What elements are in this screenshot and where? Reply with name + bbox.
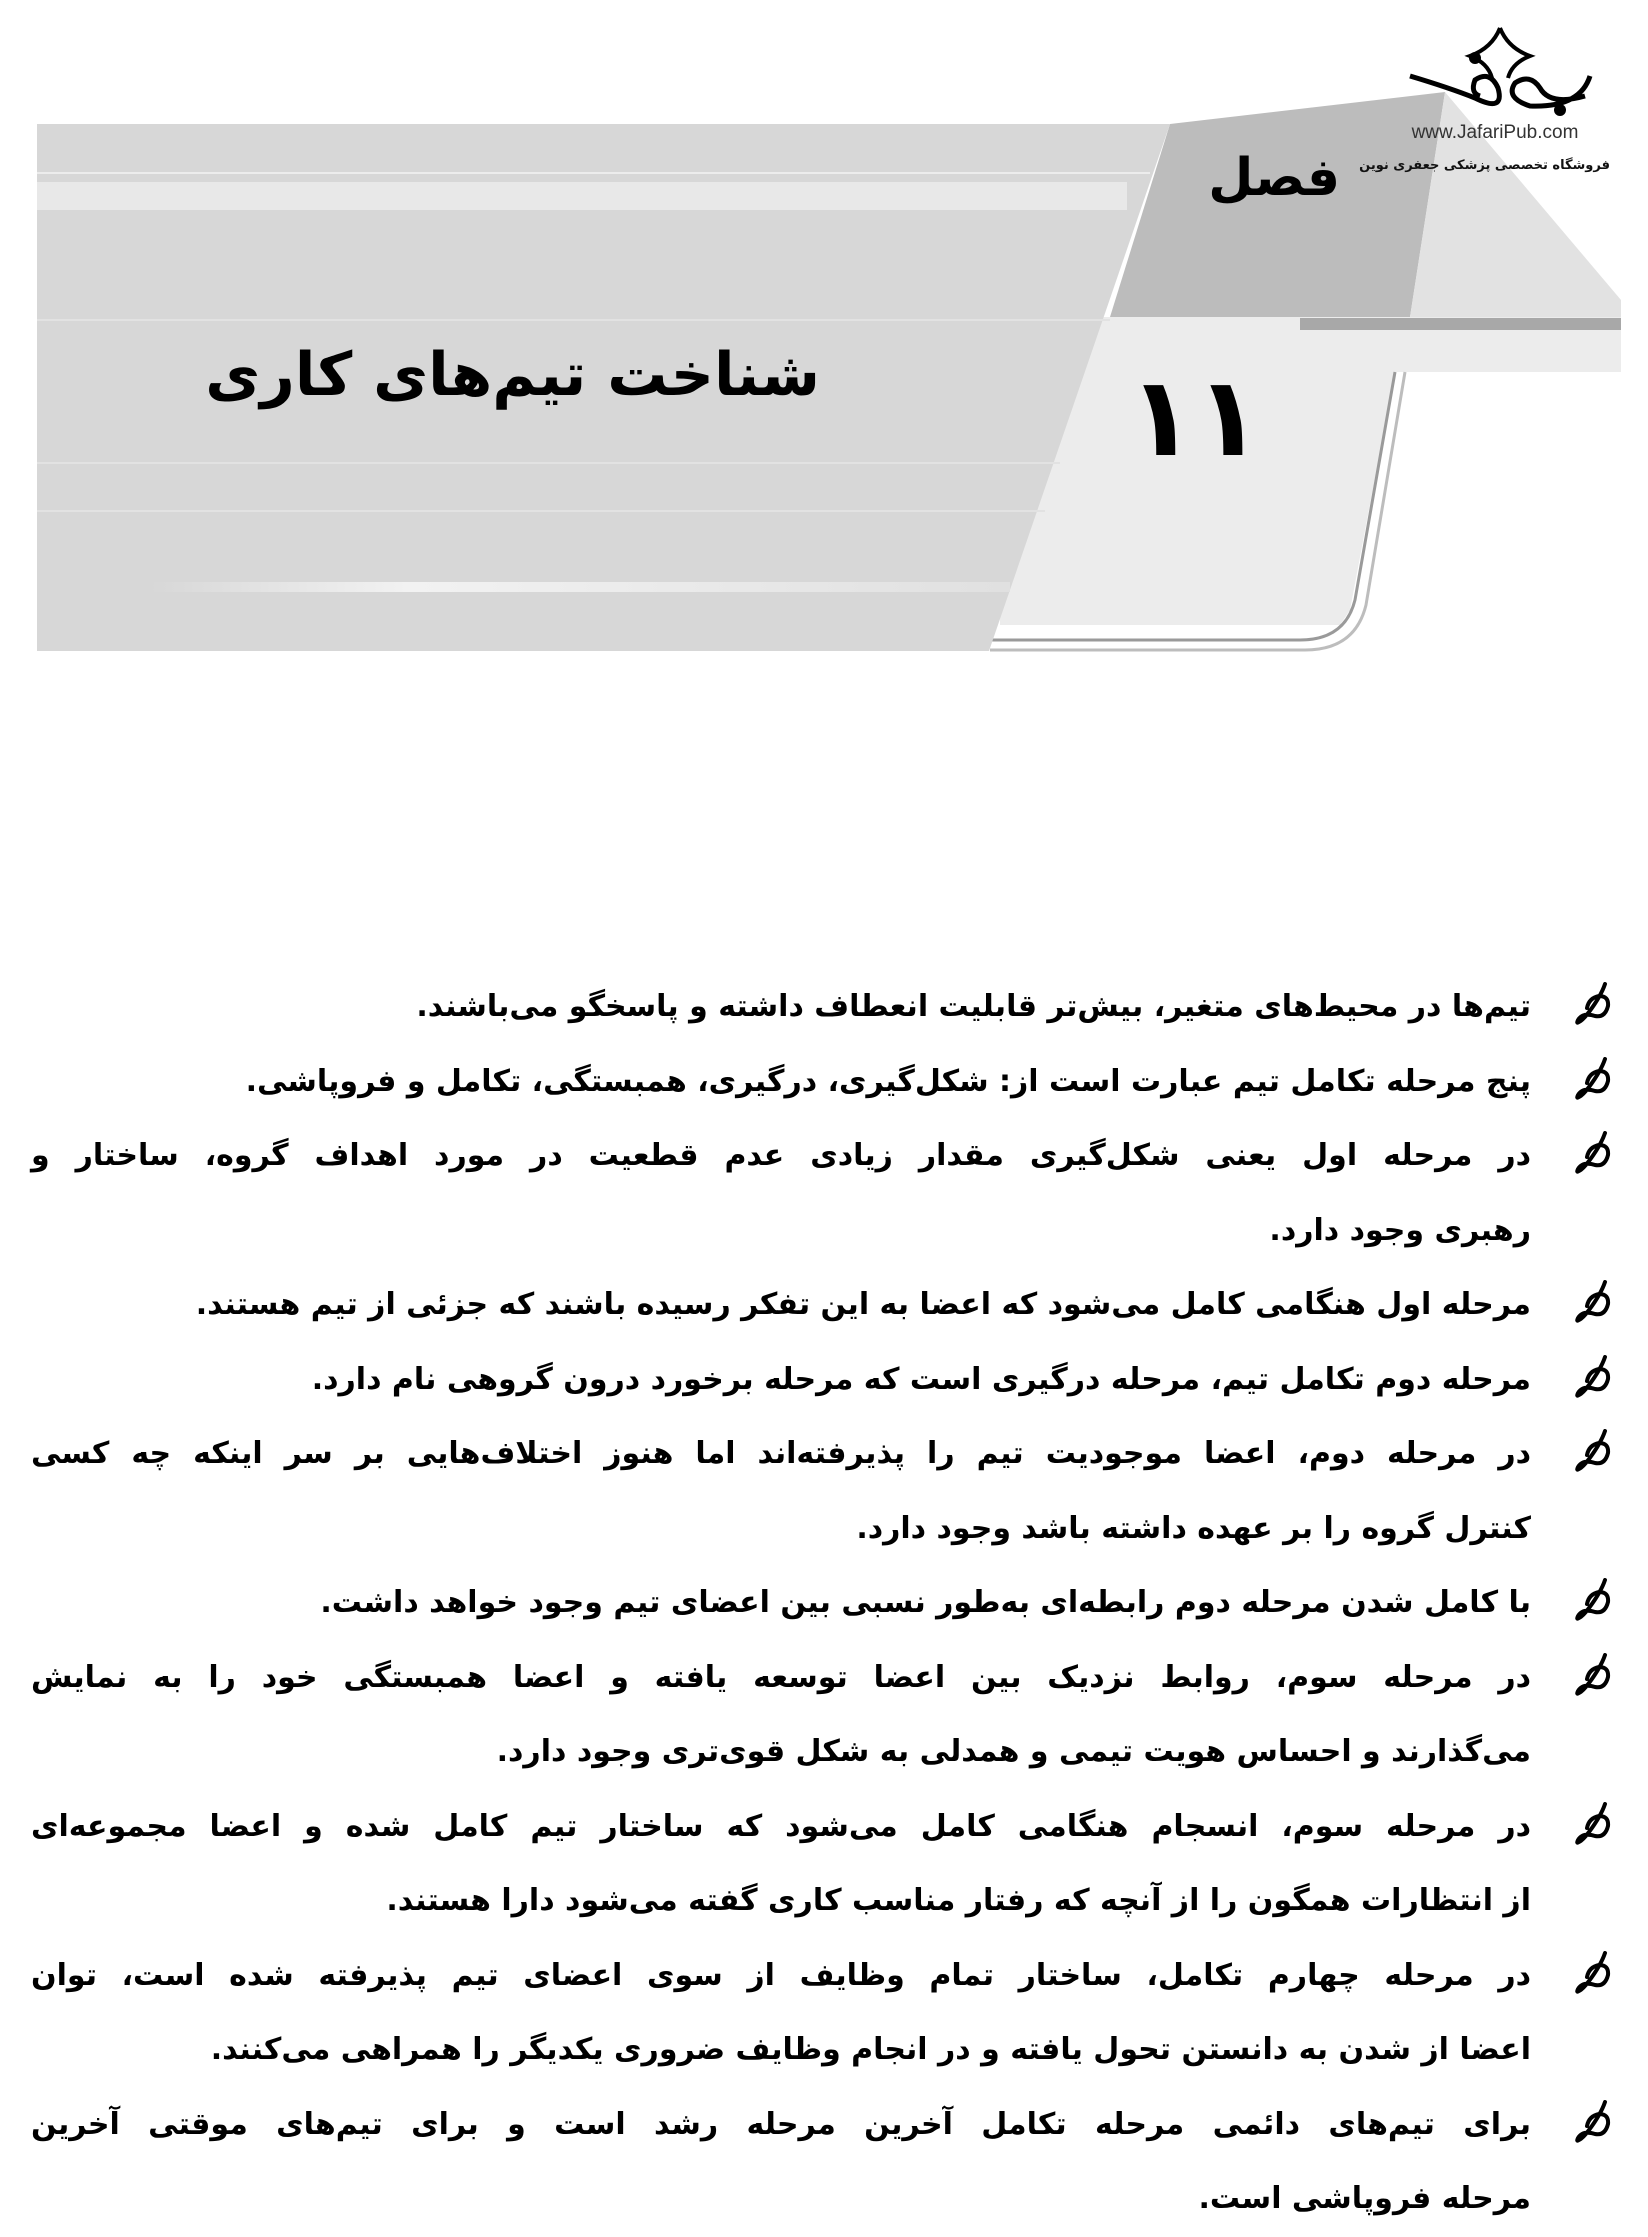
bullet-text-line (31, 2088, 1531, 2163)
bullet-text: در مرحله دوم، اعضا موجودیت تیم را پذیرفته‌اند اما هنوز اختلاف‌هایی بر سر اینکه چه کسی (31, 1436, 1531, 1471)
publisher-store-name: فروشگاه تخصصی پزشکی جعفری نوین (1359, 158, 1610, 173)
bullet-text-line (31, 1492, 1531, 1567)
pen-bullet-icon (1575, 1057, 1611, 1101)
bullet-text: در مرحله سوم، انسجام هنگامی کامل می‌شود که ساختار تیم کامل شده و اعضا مجموعه‌ای (31, 1808, 1531, 1844)
bullet-text: مرحله فروپاشی است. (1198, 2181, 1531, 2216)
bullet-text: پنج مرحله تکامل تیم عبارت است از: شکل‌گیری، درگیری، همبستگی، تکامل و فروپاشی. (245, 1063, 1531, 1099)
bullet-text-line (31, 2162, 1531, 2237)
bullet-item (31, 2088, 1621, 2237)
bullet-text-line (31, 1939, 1531, 2014)
bullet-text: مرحله اول هنگامی کامل می‌شود که اعضا به این تفکر رسیده باشند که جزئی از تیم هستند. (195, 1287, 1531, 1322)
bullet-text: اعضا از شدن به دانستن تحول یافته و در انجام وظایف ضروری یکدیگر را همراهی می‌کنند. (210, 2032, 1531, 2067)
bullet-text-line (31, 1566, 1531, 1641)
bullet-text: می‌گذارند و احساس هویت تیمی و همدلی به شکل قوی‌تری وجود دارد. (496, 1734, 1531, 1769)
chapter-number: ۱۱ (1127, 353, 1263, 481)
bullet-text: کنترل گروه را بر عهده داشته باشد وجود دارد. (856, 1510, 1531, 1546)
bullet-text-line (31, 1641, 1531, 1716)
calligraphy-logo-icon (1380, 18, 1620, 118)
pen-bullet-icon (1575, 1280, 1611, 1324)
bullet-text-line (31, 1268, 1531, 1343)
bullet-text-line (31, 1343, 1531, 1418)
pen-bullet-icon (1575, 1355, 1611, 1399)
bullet-text-line (31, 1194, 1531, 1269)
pen-bullet-icon (1575, 1131, 1611, 1175)
bullet-text: در مرحله اول یعنی شکل‌گیری مقدار زیادی عدم قطعیت در مورد اهداف گروه، ساختار و (31, 1138, 1531, 1173)
bullet-text: در مرحله چهارم تکامل، ساختار تمام وظایف از سوی اعضای تیم پذیرفته شده است، توان (31, 1957, 1531, 1993)
bullet-text-line (31, 1715, 1531, 1790)
bullet-text: برای تیم‌های دائمی مرحله تکامل آخرین مرحله رشد است و برای تیم‌های موقتی آخرین (31, 2106, 1531, 2142)
bullet-item (31, 1939, 1621, 2088)
chapter-label: فصل (1208, 148, 1340, 208)
pen-bullet-icon (1575, 1429, 1611, 1473)
bullet-text-line (31, 1119, 1531, 1194)
pen-bullet-icon (1575, 2100, 1611, 2144)
bullet-text-line (31, 1417, 1531, 1492)
bullet-item (31, 1417, 1621, 1566)
bullet-item (31, 1641, 1621, 1790)
bullet-text-line (31, 1045, 1531, 1120)
bullet-text: از انتظارات همگون را از آنچه که رفتار مناسب کاری گفته می‌شود دارا هستند. (386, 1883, 1531, 1918)
bullet-item (31, 1119, 1621, 1268)
pen-bullet-icon (1575, 1578, 1611, 1622)
bullet-text: در مرحله سوم، روابط نزدیک بین اعضا توسعه یافته و اعضا همبستگی خود را به نمایش (31, 1659, 1531, 1695)
chapter-title: شناخت تیم‌های کاری (205, 340, 820, 410)
pen-bullet-icon (1575, 1951, 1611, 1995)
publisher-url: www.JafariPub.com (1411, 122, 1579, 143)
bullet-text: تیم‌ها در محیط‌های متغیر، بیش‌تر قابلیت انعطاف داشته و پاسخگو می‌باشند. (416, 989, 1531, 1024)
pen-bullet-icon (1575, 982, 1611, 1026)
bullet-list (31, 970, 1621, 2237)
bullet-text-line (31, 2013, 1531, 2088)
bullet-text: با کامل شدن مرحله دوم رابطه‌ای به‌طور نسبی بین اعضای تیم وجود خواهد داشت. (320, 1585, 1531, 1620)
bullet-text: رهبری وجود دارد. (1269, 1212, 1531, 1248)
bullet-item (31, 1268, 1621, 1343)
bullet-text-line (31, 970, 1531, 1045)
bullet-text-line (31, 1790, 1531, 1865)
bullet-text-line (31, 1864, 1531, 1939)
bullet-item (31, 970, 1621, 1045)
publisher-logo (1380, 18, 1620, 122)
bullet-item (31, 1566, 1621, 1641)
bullet-item (31, 1343, 1621, 1418)
pen-bullet-icon (1575, 1653, 1611, 1697)
bullet-item (31, 1045, 1621, 1120)
bullet-text: مرحله دوم تکامل تیم، مرحله درگیری است که مرحله برخورد درون گروهی نام دارد. (311, 1361, 1531, 1397)
bullet-item (31, 1790, 1621, 1939)
pen-bullet-icon (1575, 1802, 1611, 1846)
